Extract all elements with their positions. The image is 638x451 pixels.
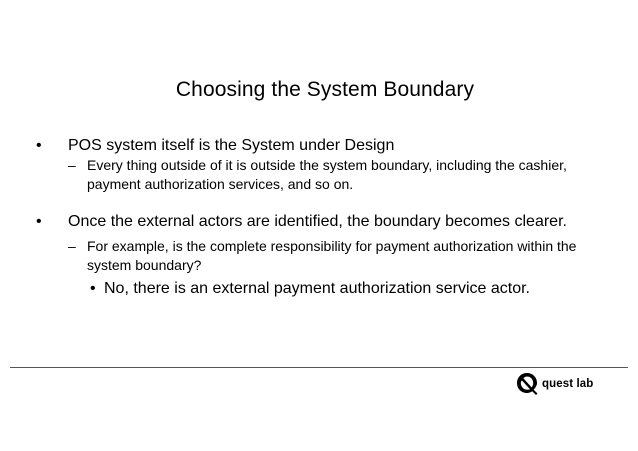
sub-bullet-mark: – — [68, 157, 76, 173]
logo-text: quest lab — [542, 378, 594, 390]
slide-title: Choosing the System Boundary — [175, 78, 475, 101]
bullet-text: POS system itself is the System under Design — [68, 137, 395, 154]
footer-logo — [516, 372, 593, 396]
sub-bullet-text: Every thing outside of it is outside the system boundary, including the cashier, payment authorization services, and so on. — [87, 157, 567, 192]
bullet-text: Once the external actors are identified, the boundary becomes clearer. — [68, 213, 567, 230]
sub-bullet-mark: – — [68, 238, 76, 254]
footer-divider — [10, 367, 628, 368]
bullet-mark: • — [36, 213, 42, 230]
bullet-mark: • — [36, 137, 42, 154]
sub-bullet-text: For example, is the complete responsibility for payment authorization within the system boundary? — [87, 238, 577, 273]
sub-sub-bullet-mark: • — [90, 280, 96, 297]
quest-lab-logo-icon — [516, 372, 538, 396]
sub-sub-bullet-text: No, there is an external payment authorization service actor. — [104, 280, 530, 297]
